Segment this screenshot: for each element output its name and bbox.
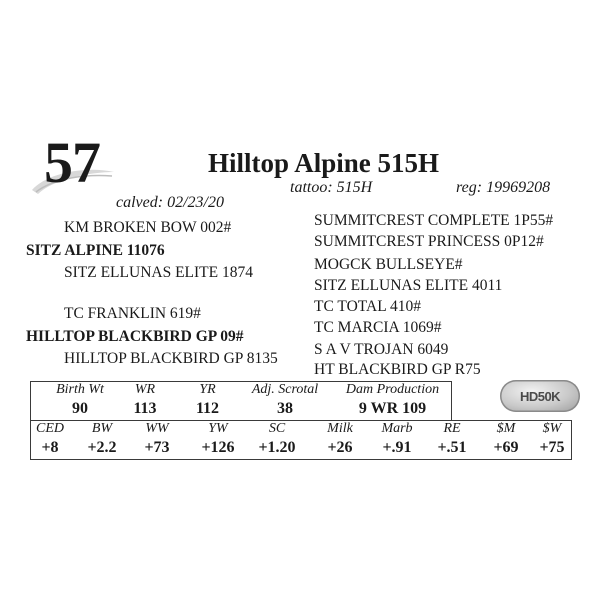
pedigree-right-line: TC MARCIA 1069#: [314, 319, 442, 336]
epd-header-bw: BW: [91, 421, 113, 436]
pedigree-right-line: SUMMITCREST PRINCESS 0P12#: [314, 233, 544, 250]
lot-number: 57: [44, 130, 100, 195]
epd-header-ced: CED: [36, 421, 64, 436]
epd-header-ww: WW: [145, 421, 169, 436]
registration-number: reg: 19969208: [456, 179, 551, 196]
performance-value-wr: 113: [133, 400, 157, 417]
pedigree-right-line: S A V TROJAN 6049: [314, 341, 449, 358]
epd-value-re: +.51: [437, 439, 467, 456]
epd-header-milk: Milk: [327, 421, 353, 436]
performance-header-dam-production: Dam Production: [345, 382, 440, 397]
performance-value-adj-scrotal: 38: [277, 400, 293, 417]
epd-header-re: RE: [443, 421, 461, 436]
epd-value-w: +75: [539, 439, 565, 456]
epd-header-sc: SC: [268, 421, 286, 436]
hd50k-logo: HD50K: [500, 380, 580, 412]
pedigree-dam-sire: TC FRANKLIN 619#: [64, 305, 201, 322]
pedigree-right-line: MOGCK BULLSEYE#: [314, 256, 463, 273]
pedigree-right-line: HT BLACKBIRD GP R75: [314, 361, 481, 378]
epd-header-m: $M: [496, 421, 516, 436]
pedigree-right-line: TC TOTAL 410#: [314, 298, 421, 315]
epd-value-marb: +.91: [382, 439, 412, 456]
pedigree-sire-dam: SITZ ELLUNAS ELITE 1874: [64, 264, 253, 281]
epd-value-ww: +73: [144, 439, 170, 456]
pedigree-dam: HILLTOP BLACKBIRD GP 09#: [26, 328, 244, 345]
epd-value-yw: +126: [201, 439, 235, 456]
calved-date: calved: 02/23/20: [116, 194, 224, 211]
performance-header-yr: YR: [199, 382, 216, 397]
pedigree-sire: SITZ ALPINE 11076: [26, 242, 165, 259]
epd-header-w: $W: [542, 421, 562, 436]
performance-value-yr: 112: [195, 400, 220, 417]
epd-value-sc: +1.20: [258, 439, 296, 456]
epd-value-m: +69: [493, 439, 519, 456]
performance-value-birth-wt: 90: [72, 400, 88, 417]
performance-header-birth-wt: Birth Wt: [56, 382, 104, 397]
performance-header-adj-scrotal: Adj. Scrotal: [251, 382, 319, 397]
tattoo: tattoo: 515H: [290, 179, 373, 196]
pedigree-dam-dam: HILLTOP BLACKBIRD GP 8135: [64, 350, 278, 367]
animal-name: Hilltop Alpine 515H: [208, 148, 440, 178]
epd-value-bw: +2.2: [87, 439, 117, 456]
pedigree-right-line: SUMMITCREST COMPLETE 1P55#: [314, 212, 554, 229]
pedigree-sire-sire: KM BROKEN BOW 002#: [64, 219, 232, 236]
performance-value-dam-production: 9 WR 109: [358, 400, 427, 417]
epd-value-milk: +26: [327, 439, 353, 456]
epd-value-ced: +8: [41, 439, 59, 456]
pedigree-right-line: SITZ ELLUNAS ELITE 4011: [314, 277, 503, 294]
epd-header-yw: YW: [208, 421, 228, 436]
epd-header-marb: Marb: [381, 421, 413, 436]
performance-header-wr: WR: [134, 382, 156, 397]
